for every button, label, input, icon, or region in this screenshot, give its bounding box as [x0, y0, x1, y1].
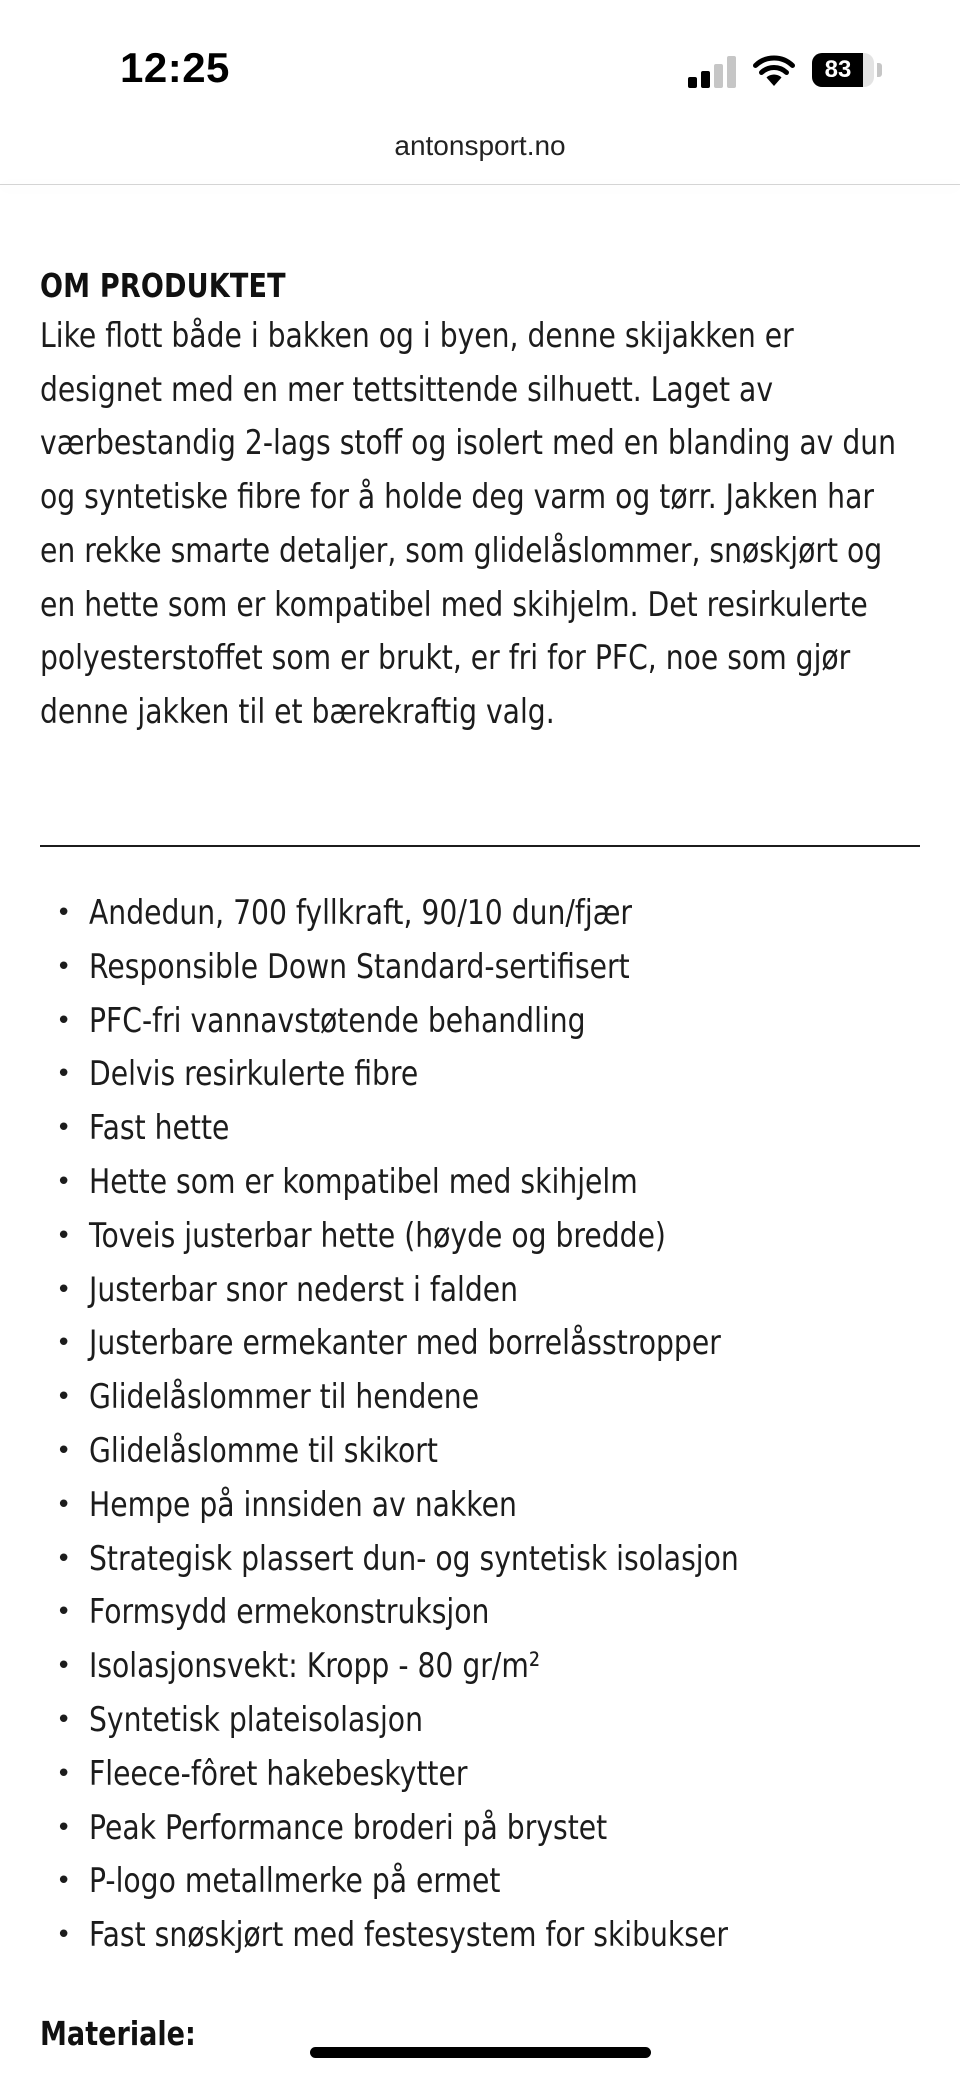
feature-text: Responsible Down Standard-sertifisert [89, 946, 630, 987]
feature-text: Justerbare ermekanter med borrelåsstropper [89, 1323, 721, 1364]
feature-text: Justerbar snor nederst i falden [89, 1269, 519, 1310]
feature-text: Syntetisk plateisolasjon [89, 1699, 423, 1740]
home-indicator[interactable] [310, 2047, 651, 2058]
feature-list-item [40, 887, 920, 941]
feature-list-item [40, 1855, 920, 1909]
address-bar-divider [0, 184, 960, 185]
feature-list-item [40, 1533, 920, 1587]
product-description: Like flott både i bakken og i byen, denne skijakken er designet med en mer tettsittende silhuett. Laget av værbestandig 2-lags stoff og isolert med en blanding av dun og syntetiske fibre for å holde deg varm og tørr. Jakken har en rekke smarte detaljer, som glidelåslommer, snøskjørt og en hette som er kompatibel med skihjelm. Det resirkulerte polyesterstoffet som er brukt, er fri for PFC, noe som gjør denne jakken til et bærekraftig valg. [40, 316, 897, 732]
status-time: 12:25 [120, 44, 230, 91]
bullet-icon: • [56, 1166, 72, 1197]
materials-heading: Materiale: [40, 2014, 196, 2053]
feature-text: Delvis resirkulerte fibre [89, 1054, 419, 1095]
feature-list-item [40, 1802, 920, 1856]
bullet-icon: • [56, 1812, 72, 1843]
battery-icon [812, 53, 874, 87]
bullet-icon: • [56, 1274, 72, 1305]
bullet-icon: • [56, 1704, 72, 1735]
bullet-icon: • [56, 1866, 72, 1897]
feature-list-item [40, 1425, 920, 1479]
bullet-icon: • [56, 1220, 72, 1251]
feature-text: Strategisk plassert dun- og syntetisk isolasjon [89, 1538, 739, 1579]
feature-list-item [40, 1048, 920, 1102]
bullet-icon: • [56, 1059, 72, 1090]
feature-list-item [40, 1102, 920, 1156]
bullet-icon: • [56, 898, 72, 928]
feature-text: Peak Performance broderi på brystet [89, 1807, 608, 1848]
bullet-icon: • [56, 1435, 72, 1466]
feature-text: Fast snøskjørt med festesystem for skibukser [89, 1915, 728, 1956]
address-bar-url[interactable]: antonsport.no [394, 130, 566, 161]
feature-list-item [40, 995, 920, 1049]
bullet-icon: • [56, 1758, 72, 1789]
bullet-icon: • [56, 1597, 72, 1628]
feature-list-item [40, 1748, 920, 1802]
feature-list-item [40, 1371, 920, 1425]
bullet-icon: • [56, 1113, 72, 1144]
bullet-icon: • [56, 1543, 72, 1574]
bullet-icon: • [56, 951, 72, 982]
wifi-icon [752, 52, 796, 88]
feature-text: Fast hette [89, 1108, 230, 1149]
bullet-icon: • [56, 1328, 72, 1359]
feature-text: Toveis justerbar hette (høyde og bredde) [89, 1215, 666, 1256]
feature-text: Glidelåslommer til hendene [89, 1377, 480, 1418]
feature-list-item [40, 1317, 920, 1371]
feature-list-item [40, 1640, 920, 1694]
feature-text: Fleece-fôret hakebeskytter [89, 1753, 468, 1794]
bullet-icon: • [56, 1382, 72, 1413]
section-heading: OM PRODUKTET [40, 266, 286, 305]
feature-text: Formsydd ermekonstruksjon [89, 1592, 490, 1633]
feature-text: Isolasjonsvekt: Kropp - 80 gr/m² [89, 1646, 541, 1687]
feature-list-item [40, 1264, 920, 1318]
feature-text: Hempe på innsiden av nakken [89, 1484, 517, 1525]
feature-list [40, 887, 920, 1963]
cellular-signal-icon [688, 56, 738, 88]
bullet-icon: • [56, 1489, 72, 1520]
feature-list-item [40, 1694, 920, 1748]
feature-list-item [40, 1479, 920, 1533]
feature-list-item [40, 941, 920, 995]
battery-percent: 83 [824, 56, 852, 83]
product-info-section [40, 262, 920, 740]
bullet-icon: • [56, 1005, 72, 1036]
feature-list-item [40, 1586, 920, 1640]
bullet-icon: • [56, 1651, 72, 1682]
battery-cap [877, 63, 882, 77]
feature-text: Hette som er kompatibel med skihjelm [89, 1161, 638, 1202]
status-bar [0, 0, 960, 161]
bullet-icon: • [56, 1920, 72, 1951]
feature-list-item [40, 1210, 920, 1264]
section-divider [40, 845, 920, 847]
feature-text: Andedun, 700 fyllkraft, 90/10 dun/fjær [89, 893, 633, 933]
feature-list-item [40, 1156, 920, 1210]
feature-text: PFC-fri vannavstøtende behandling [89, 1000, 586, 1041]
feature-text: Glidelåslomme til skikort [89, 1430, 438, 1471]
feature-list-item [40, 1909, 920, 1963]
feature-text: P-logo metallmerke på ermet [89, 1861, 501, 1902]
